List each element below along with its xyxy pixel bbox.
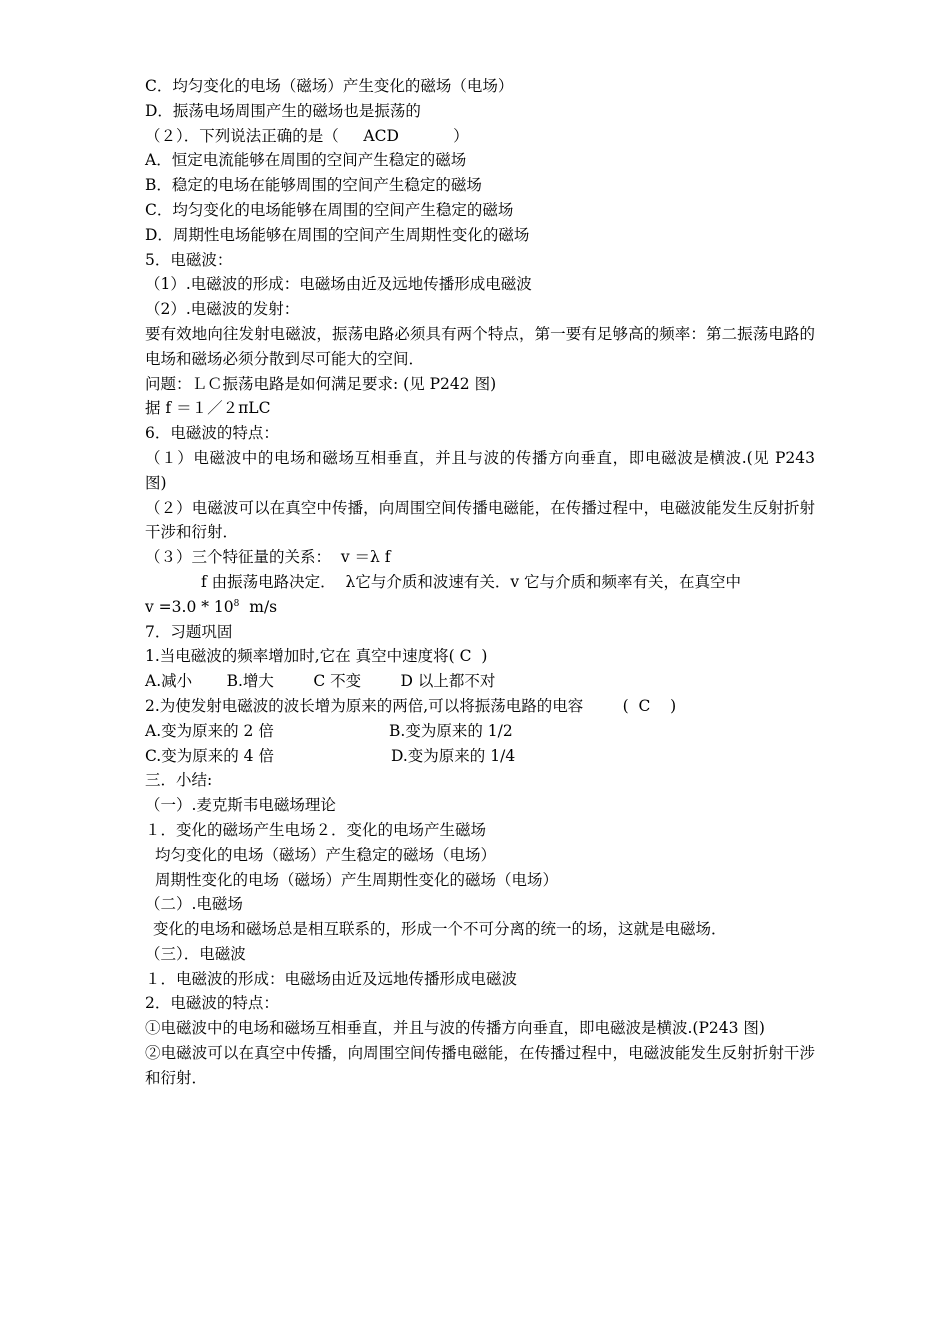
exercise-question: 2.为使发射电磁波的波长增为原来的两倍,可以将振荡电路的电容 ( C ) [145, 696, 677, 715]
speed-unit: m/s [239, 597, 278, 616]
paragraph: （３）三个特征量的关系： v ＝λ f [145, 548, 391, 567]
subsection-heading: （三）．电磁波 [145, 944, 246, 963]
paragraph: 2．电磁波的特点： [145, 994, 279, 1013]
option-c: C.变为原来的 4 倍 [145, 746, 274, 765]
exercise-question: 1.当电磁波的频率增加时,它在 真空中速度将( C ) [145, 647, 488, 666]
paragraph: （1）.电磁波的形成：电磁场由近及远地传播形成电磁波 [145, 275, 532, 294]
exponent: 8 [233, 598, 240, 609]
paragraph: 要有效地向往发射电磁波，振荡电路必须具有两个特点，第一要有足够高的频率：第二振荡电路的电场和磁场必须分散到尽可能大的空间． [145, 324, 815, 368]
option-d: D.变为原来的 1/4 [391, 746, 516, 765]
option-a: A.变为原来的 2 倍 [145, 721, 274, 740]
section-heading: 6．电磁波的特点： [145, 424, 279, 443]
option-d: D．振荡电场周围产生的磁场也是振荡的 [145, 101, 421, 120]
paragraph: 周期性变化的电场（磁场）产生周期性变化的磁场（电场） [155, 870, 559, 889]
section-heading: 三．小结: [145, 771, 213, 790]
paragraph: 问题：ＬＣ振荡电路是如何满足要求: (见 P242 图) [145, 374, 497, 393]
question-2: （２）．下列说法正确的是（ ACD ） [145, 126, 469, 145]
paragraph: ①电磁波中的电场和磁场互相垂直，并且与波的传播方向垂直，即电磁波是横波.(P243 图) [145, 1019, 765, 1038]
paragraph: （2）.电磁波的发射： [145, 300, 300, 319]
paragraph: （１）电磁波中的电场和磁场互相垂直，并且与波的传播方向垂直，即电磁波是横波.(见 P243 图) [145, 448, 815, 492]
paragraph: f 由振荡电路决定． λ它与介质和波速有关．v 它与介质和频率有关，在真空中 [201, 572, 742, 591]
paragraph: 均匀变化的电场（磁场）产生稳定的磁场（电场） [155, 845, 497, 864]
exercise-options: A.减小 B.增大 C 不变 D 以上都不对 [145, 672, 496, 691]
option-c: C．均匀变化的电场能够在周围的空间产生稳定的磁场 [145, 200, 514, 219]
paragraph: １．电磁波的形成：电磁场由近及远地传播形成电磁波 [145, 969, 518, 988]
option-d: D．周期性电场能够在周围的空间产生周期性变化的磁场 [145, 225, 530, 244]
exercise-options [145, 744, 815, 769]
exercise-options [145, 719, 815, 744]
subsection-heading: （二）.电磁场 [145, 895, 243, 914]
speed-value: v =3.0 * 10 [145, 597, 234, 616]
paragraph: ②电磁波可以在真空中传播，向周围空间传播电磁能，在传播过程中，电磁波能发生反射折射干涉和衍射． [145, 1044, 815, 1087]
paragraph: １．变化的磁场产生电场２．变化的电场产生磁场 [145, 820, 487, 839]
formula-line [145, 595, 815, 620]
paragraph: 变化的电场和磁场总是相互联系的，形成一个不可分离的统一的场，这就是电磁场． [153, 920, 727, 939]
option-b: B.变为原来的 1/2 [389, 721, 513, 740]
section-heading: 7．习题巩固 [145, 622, 233, 641]
option-c: C．均匀变化的电场（磁场）产生变化的磁场（电场） [145, 77, 514, 95]
paragraph: （２）电磁波可以在真空中传播，向周围空间传播电磁能，在传播过程中，电磁波能发生反射折射干涉和衍射． [145, 498, 815, 542]
subsection-heading: （一）.麦克斯韦电磁场理论 [145, 796, 336, 815]
section-heading: 5．电磁波： [145, 250, 233, 269]
option-b: B．稳定的电场在能够周围的空间产生稳定的磁场 [145, 176, 482, 195]
document-page [145, 74, 815, 1091]
formula-line: 据 f ＝１／２πLC [145, 399, 271, 418]
option-a: A．恒定电流能够在周围的空间产生稳定的磁场 [145, 151, 467, 170]
